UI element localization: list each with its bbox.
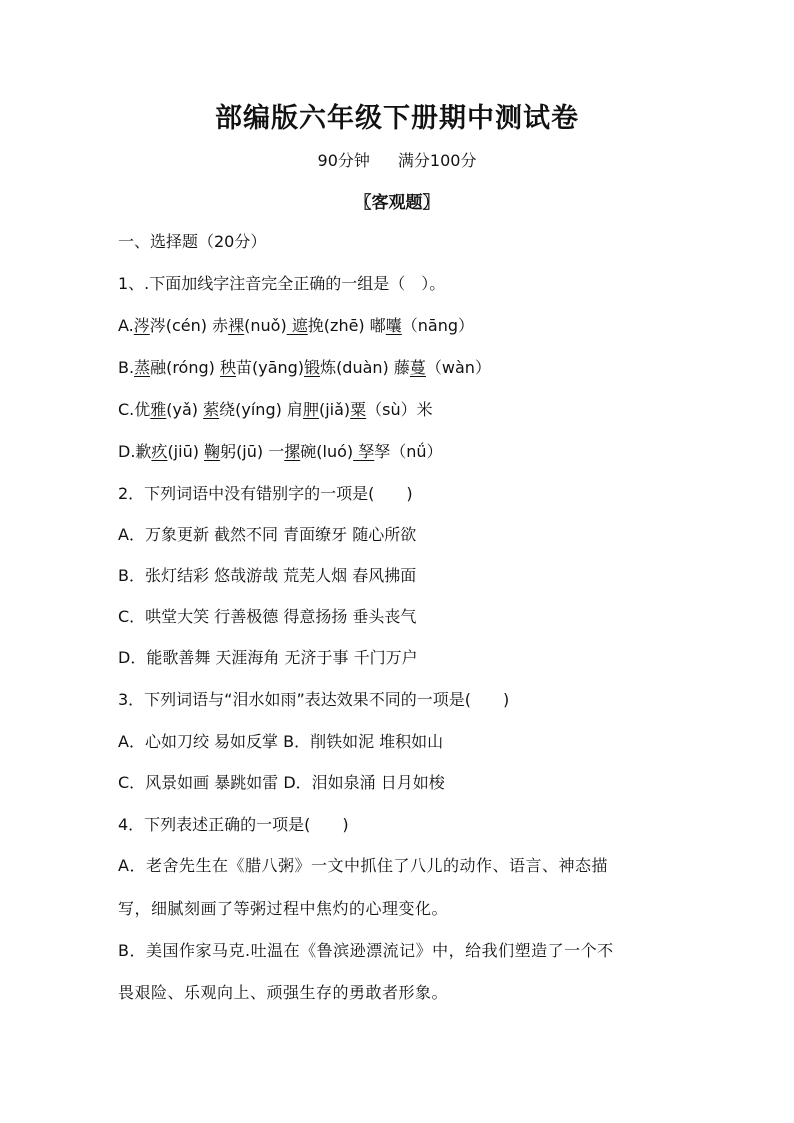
q4-option-a-line1: A．老舍先生在《腊八粥》一文中抓住了八儿的动作、语言、神态描: [118, 856, 608, 875]
text: D.歉: [118, 442, 152, 461]
q1-option-c: [118, 398, 433, 422]
underlined-char: 雅: [150, 400, 167, 419]
exam-duration: 90分钟: [317, 151, 370, 170]
underlined-char: 粟: [350, 400, 367, 419]
text: (yǎ): [166, 400, 204, 419]
text: C.优: [118, 400, 151, 419]
underlined-char: 秧: [219, 358, 236, 377]
text: 碗(luó): [300, 442, 354, 461]
underlined-char: 蔓: [409, 358, 426, 377]
exam-full-score: 满分100分: [397, 151, 477, 170]
q4-option-b-line1: B．美国作家马克.吐温在《鲁滨逊漂流记》中，给我们塑造了一个不: [118, 941, 614, 960]
text: (jiū): [167, 442, 205, 461]
underlined-char: 鞠: [204, 442, 221, 461]
underlined-char: 疚: [151, 442, 168, 461]
q2-option-b: B．张灯结彩 悠哉游哉 荒芜人烟 春风拂面: [118, 566, 417, 585]
q4-stem: 4．下列表述正确的一项是( ): [118, 815, 349, 834]
text: B.: [118, 358, 135, 377]
text: （sù）米: [366, 400, 433, 419]
underlined-char: 遮: [286, 316, 308, 335]
q2-option-d: D．能歌善舞 天涯海角 无济于事 千门万户: [118, 648, 418, 667]
underlined-char: 胛: [302, 400, 319, 419]
underlined-char: 孥: [353, 442, 375, 461]
q1-stem: 1、.下面加线字注音完全正确的一组是（ ）。: [118, 274, 446, 293]
text: A.: [118, 316, 134, 335]
underlined-char: 萦: [203, 400, 220, 419]
q1-option-d: [118, 440, 443, 464]
q4-option-b-line2: 畏艰险、乐观向上、顽强生存的勇敢者形象。: [118, 983, 449, 1002]
q2-option-a: A．万象更新 截然不同 青面缭牙 随心所欲: [118, 525, 417, 544]
page-title: 部编版六年级下册期中测试卷: [215, 103, 579, 134]
text: (jiǎ): [318, 400, 351, 419]
exam-info: [0, 148, 794, 171]
text: （wàn）: [425, 358, 491, 377]
q3-options-ab: A．心如刀绞 易如反掌 B．削铁如泥 堆积如山: [118, 732, 444, 751]
text: 融(róng): [150, 358, 220, 377]
q1-option-a: [118, 314, 474, 338]
text: （nāng）: [401, 316, 475, 335]
text: 挽(zhē) 嘟: [307, 316, 386, 335]
text: 涔(cén) 赤: [149, 316, 229, 335]
section-heading-objective: 〖客观题〗: [354, 193, 440, 213]
q3-options-cd: C．风景如画 暴跳如雷 D．泪如泉涌 日月如梭: [118, 773, 445, 792]
part-heading-choice: 一、选择题（20分）: [118, 232, 267, 251]
underlined-char: 囔: [385, 316, 402, 335]
q2-option-c: C．哄堂大笑 行善极德 得意扬扬 垂头丧气: [118, 607, 417, 626]
underlined-char: 裸: [228, 316, 245, 335]
q2-stem: 2．下列词语中没有错别字的一项是( ): [118, 484, 413, 503]
underlined-char: 涔: [133, 316, 150, 335]
q3-stem: 3．下列词语与“泪水如雨”表达效果不同的一项是( ): [118, 690, 510, 709]
underlined-char: 蒸: [134, 358, 151, 377]
underlined-char: 摞: [284, 442, 301, 461]
q1-option-b: [118, 356, 491, 380]
q4-option-a-line2: 写，细腻刻画了等粥过程中焦灼的心理变化。: [118, 899, 449, 918]
underlined-char: 锻: [304, 358, 321, 377]
text: 躬(jū) 一: [220, 442, 285, 461]
text: 绕(yíng) 肩: [219, 400, 303, 419]
text: 炼(duàn) 藤: [320, 358, 410, 377]
text: 苗(yāng): [235, 358, 305, 377]
text: (nuǒ): [244, 316, 287, 335]
text: 孥（nǘ）: [374, 442, 443, 461]
